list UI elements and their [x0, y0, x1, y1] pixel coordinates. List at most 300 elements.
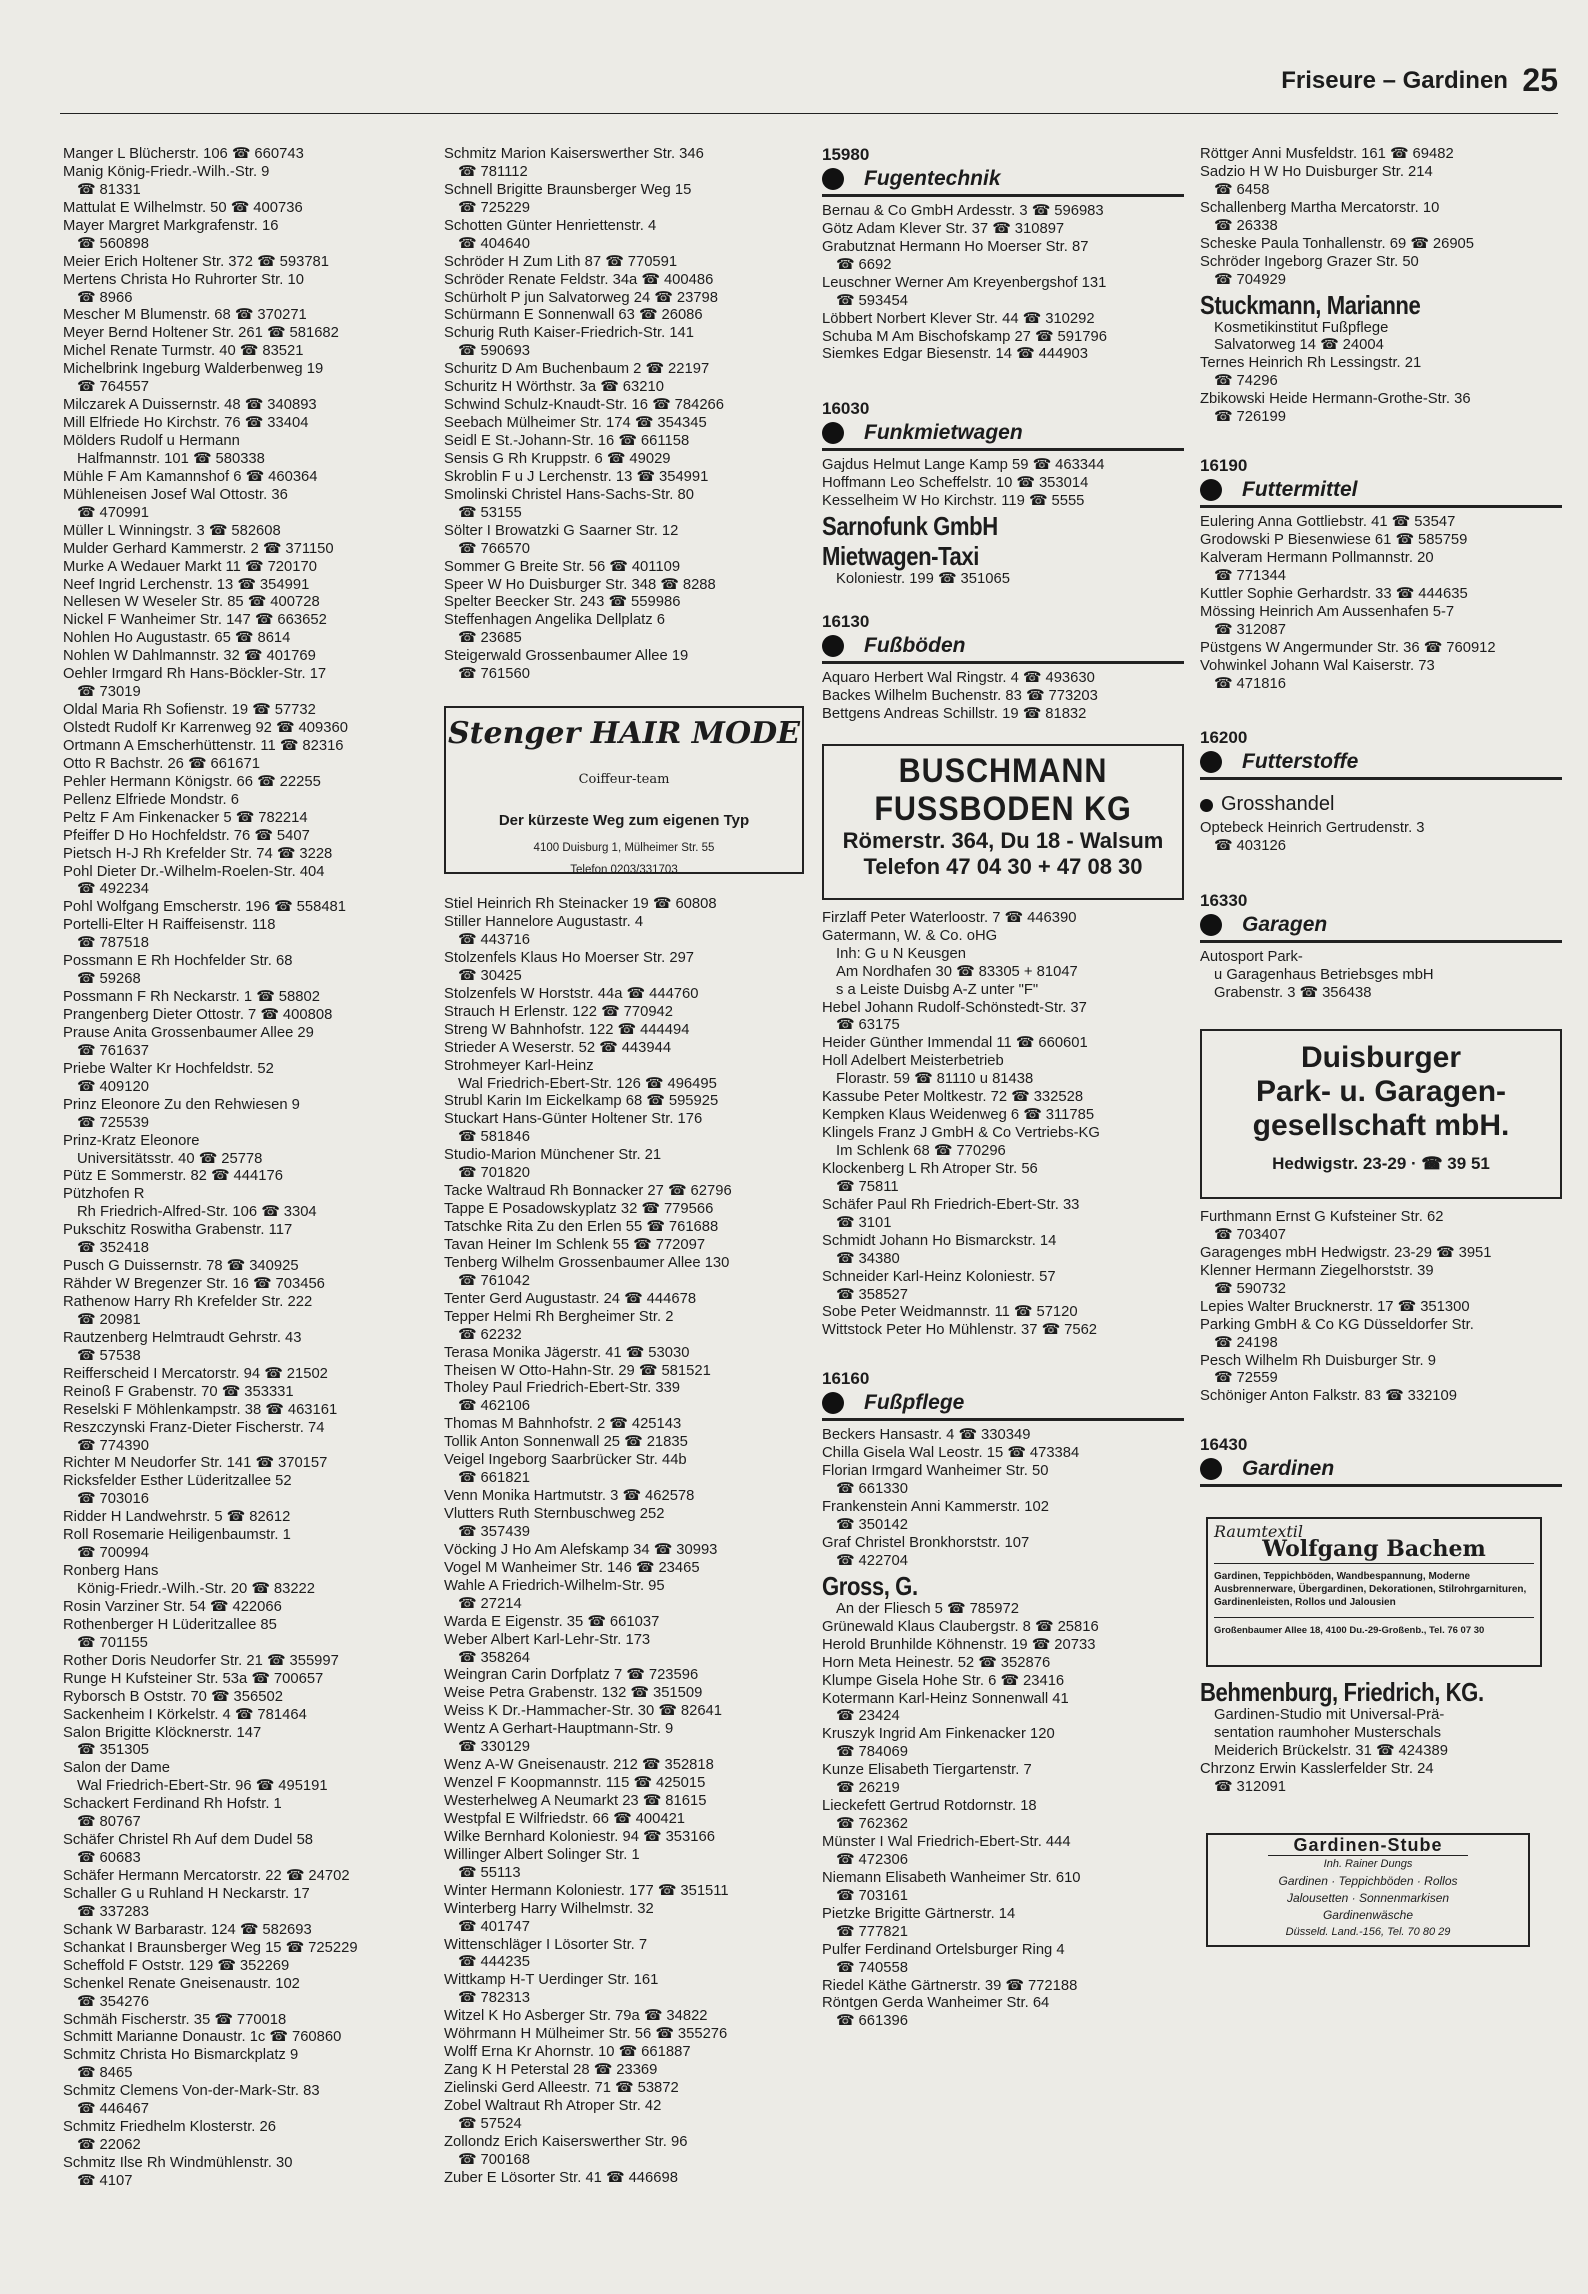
listing-line: Garagenges mbH Hedwigstr. 23-29 ☎ 3951 [1200, 1244, 1492, 1261]
listing-line: Studio-Marion Münchener Str. 21 [444, 1147, 662, 1164]
listing-line: ☎ 57538 [77, 1347, 141, 1364]
listing-line: Ryborsch B Oststr. 70 ☎ 356502 [63, 1688, 283, 1705]
stenger-logo [446, 714, 802, 800]
buschmann-name: BUSCHMANN [898, 751, 1108, 790]
listing-line: ☎ 446467 [77, 2101, 149, 2118]
listing-line: Schmitt Marianne Donaustr. 1c ☎ 760860 [63, 2029, 342, 2046]
bachem-products: Gardinen, Teppichböden, Wandbespannung, Moderne Ausbrennerware, Übergardinen, Dekorationen, Stilrohrgarnituren, Gardinenleisten, Rollos und Jalousien [1214, 1571, 1527, 1609]
listing-line: Westpfal E Wilfriedstr. 66 ☎ 400421 [444, 1810, 686, 1827]
listing-line: Schmitz Clemens Von-der-Mark-Str. 83 [63, 2083, 320, 2100]
listing-line: Manger L Blücherstr. 106 ☎ 660743 [63, 146, 304, 162]
listing-line: Im Schlenk 68 ☎ 770296 [836, 1143, 1006, 1160]
listing-line: Herold Brunhilde Köhnenstr. 19 ☎ 20733 [822, 1636, 1096, 1653]
listing-line: Olstedt Rudolf Kr Karrenweg 92 ☎ 409360 [63, 720, 348, 736]
listing-line: Ronberg Hans [63, 1563, 159, 1580]
buschmann-subtitle: FUSSBODEN KG [874, 789, 1132, 828]
listing-line: Weber Albert Karl-Lehr-Str. 173 [444, 1631, 651, 1648]
section-code: 16190 [1200, 456, 1248, 476]
category-heading [1200, 751, 1562, 780]
listing-line: Thomas M Bahnhofstr. 2 ☎ 425143 [444, 1416, 682, 1433]
listing-line: Prinz-Kratz Eleonore [63, 1132, 200, 1149]
listing-line: Reinoß F Grabenstr. 70 ☎ 353331 [63, 1383, 294, 1400]
listing-line: ☎ 23685 [458, 630, 522, 647]
listing-line: Furthmann Ernst G Kufsteiner Str. 62 [1200, 1209, 1444, 1226]
listing-line: Stolzenfels Klaus Ho Moerser Str. 297 [444, 949, 695, 966]
listing-line: Possmann F Rh Neckarstr. 1 ☎ 58802 [63, 989, 320, 1006]
listing-line: Wittkamp H-T Uerdinger Str. 161 [444, 1972, 659, 1989]
listing-line: Strubl Karin Im Eickelkamp 68 ☎ 595925 [444, 1093, 719, 1110]
listing-line: Oldal Maria Rh Sofienstr. 19 ☎ 57732 [63, 702, 316, 719]
listing-line: ☎ 782313 [458, 1990, 530, 2007]
listing-line: Grodowski P Biesenwiese 61 ☎ 585759 [1200, 532, 1468, 549]
listing-line: Klenner Hermann Ziegelhorststr. 39 [1200, 1262, 1434, 1279]
listing-line: Graf Christel Bronkhorststr. 107 [822, 1534, 1030, 1551]
listing-line: ☎ 80767 [77, 1814, 141, 1831]
listing-line: Tacke Waltraud Rh Bonnacker 27 ☎ 62796 [444, 1183, 732, 1200]
listing-line: ☎ 462106 [458, 1398, 530, 1415]
listing-line: ☎ 20981 [77, 1311, 141, 1328]
listing-line: Veigel Ingeborg Saarbrücker Str. 44b [444, 1452, 687, 1469]
listing-line: Schankat I Braunsberger Weg 15 ☎ 725229 [63, 1939, 358, 1956]
listing-line: ☎ 764557 [77, 379, 149, 396]
listing-line: Schenkel Renate Gneisenaustr. 102 [63, 1975, 300, 1992]
listing-line: König-Friedr.-Wilh.-Str. 20 ☎ 83222 [77, 1581, 316, 1597]
stenger-ad [444, 706, 804, 877]
column-3 [822, 146, 1184, 2031]
listing-line: Tepper Helmi Rh Bergheimer Str. 2 [444, 1308, 674, 1325]
listing-line: ☎ 762362 [836, 1816, 908, 1833]
listing-line: ☎ 492234 [77, 881, 149, 898]
listing-line: Prinz Eleonore Zu den Rehwiesen 9 [63, 1096, 300, 1113]
bachem-name: Wolfgang Bachem [1214, 1541, 1534, 1564]
listing-line: Optebeck Heinrich Gertrudenstr. 3 [1200, 820, 1425, 837]
listing-line: Backes Wilhelm Buchenstr. 83 ☎ 773203 [822, 687, 1098, 704]
duisburger-line2: Park- u. Garagen- [1255, 1075, 1507, 1109]
listing-line: ☎ 774390 [77, 1437, 149, 1454]
listing-line: ☎ 60683 [77, 1850, 141, 1867]
listing-line: Portelli-Elter H Raiffeisenstr. 118 [63, 917, 276, 934]
listing-line: Parking GmbH & Co KG Düsseldorfer Str. [1200, 1316, 1474, 1333]
sarnofunk-address: Koloniestr. 199 ☎ 351065 [836, 571, 1010, 588]
listing-line: Wittenschläger I Lösorter Str. 7 [444, 1936, 648, 1953]
listing-line: Zielinski Gerd Alleestr. 71 ☎ 53872 [444, 2080, 679, 2096]
listing-line: Florastr. 59 ☎ 81110 u 81438 [836, 1071, 1034, 1088]
listing-line: ☎ 777821 [836, 1923, 908, 1940]
stube-name: Gardinen-Stube [1268, 1837, 1468, 1856]
listing-line: Chilla Gisela Wal Leostr. 15 ☎ 473384 [822, 1445, 1080, 1462]
bullet-icon [1200, 479, 1222, 501]
listing-group [822, 1427, 1184, 1571]
stenger-logo-text: Stenger HAIR MODE [448, 716, 800, 752]
listing-line: Schackert Ferdinand Rh Hofstr. 1 [63, 1796, 282, 1813]
stuckmann-line2: Salvatorweg 14 ☎ 24004 [1214, 337, 1384, 354]
listing-line: ☎ 401747 [458, 1918, 530, 1935]
listing-line: Schank W Barbarastr. 124 ☎ 582693 [63, 1921, 312, 1938]
listing-line: ☎ 761637 [77, 1042, 149, 1059]
listing-line: ☎ 62232 [458, 1326, 522, 1343]
behmenburg-line1: Gardinen-Studio mit Universal-Prä- [1214, 1707, 1445, 1724]
listing-line: Schmitz Friedhelm Klosterstr. 26 [63, 2119, 276, 2136]
listing-line: Pietzke Brigitte Gärtnerstr. 14 [822, 1905, 1016, 1922]
listing-line: Rothenberger H Lüderitzallee 85 [63, 1616, 277, 1633]
listing-line: Tollik Anton Sonnenwall 25 ☎ 21835 [444, 1434, 688, 1451]
category-heading [822, 635, 1184, 664]
listing-line: Mühleneisen Josef Wal Ottostr. 36 [63, 486, 288, 503]
listing-line: Warda E Eigenstr. 35 ☎ 661037 [444, 1613, 660, 1630]
listing-line: Schmidt Johann Ho Bismarckstr. 14 [822, 1232, 1057, 1249]
listing-line: Mölders Rudolf u Hermann [63, 433, 240, 449]
listing-line: ☎ 57524 [458, 2115, 522, 2132]
gross-address: An der Fliesch 5 ☎ 785972 [836, 1600, 1019, 1617]
listing-group [822, 910, 1184, 1341]
listing-line: Rathenow Harry Rh Krefelder Str. 222 [63, 1294, 313, 1310]
listing-line: Stolzenfels W Horststr. 44a ☎ 444760 [444, 985, 699, 1002]
listing-line: ☎ 30425 [458, 967, 522, 984]
listing-line: Venn Monika Hartmutstr. 3 ☎ 462578 [444, 1488, 695, 1505]
listing-line: Otto R Bachstr. 26 ☎ 661671 [63, 755, 260, 772]
listing-line: Nellesen W Weseler Str. 85 ☎ 400728 [63, 594, 320, 611]
listing-line: Bernau & Co GmbH Ardesstr. 3 ☎ 596983 [822, 202, 1104, 219]
category-name: Funkmietwagen [864, 421, 1023, 445]
listing-line: ☎ 784069 [836, 1744, 908, 1761]
listing-line: ☎ 22062 [77, 2137, 141, 2154]
listing-line: Peltz F Am Finkenacker 5 ☎ 782214 [63, 809, 308, 826]
bullet-icon [822, 168, 844, 190]
listing-line: Siemkes Edgar Biesenstr. 14 ☎ 444903 [822, 346, 1089, 363]
listing-line: Runge H Kufsteiner Str. 53a ☎ 700657 [63, 1670, 324, 1687]
listing-line: ☎ 24198 [1214, 1334, 1278, 1351]
listing-line: ☎ 701155 [77, 1634, 148, 1651]
listing-line: Leuschner Werner Am Kreyenbergshof 131 [822, 274, 1107, 291]
listing-line: ☎ 403126 [1214, 838, 1286, 855]
listing-line: Universitätsstr. 40 ☎ 25778 [77, 1150, 263, 1167]
bullet-icon [822, 1392, 844, 1414]
listing-line: ☎ 337283 [77, 1903, 149, 1920]
listing-line: ☎ 352418 [77, 1240, 149, 1257]
listing-line: Pusch G Duissernstr. 78 ☎ 340925 [63, 1258, 299, 1275]
listing-line: Reifferscheid I Mercatorstr. 94 ☎ 21502 [63, 1365, 328, 1382]
listing-line: Mattulat E Wilhelmstr. 50 ☎ 400736 [63, 199, 303, 216]
listing-line: Riedel Käthe Gärtnerstr. 39 ☎ 772188 [822, 1977, 1078, 1994]
listing-line: Wilke Bernhard Koloniestr. 94 ☎ 353166 [444, 1828, 715, 1845]
listing-line: ☎ 357439 [458, 1523, 530, 1540]
listing-line: Possmann E Rh Hochfelder Str. 68 [63, 953, 293, 970]
section-code: 16030 [822, 399, 870, 419]
section-code: 16130 [822, 612, 870, 632]
listing-line: ☎ 700168 [458, 2151, 530, 2168]
listing-line: Stiel Heinrich Rh Steinacker 19 ☎ 60808 [444, 896, 717, 913]
listing-line: Inh: G u N Keusgen [836, 945, 966, 962]
listing-line: Pietsch H-J Rh Krefelder Str. 74 ☎ 3228 [63, 845, 333, 862]
listing-line: Witzel K Ho Asberger Str. 79a ☎ 34822 [444, 2008, 708, 2025]
category-name: Fußböden [864, 634, 966, 658]
stenger-slogan: Der kürzeste Weg zum eigenen Typ [498, 812, 750, 830]
section-code: 15980 [822, 146, 870, 164]
listing-line: ☎ 23424 [836, 1708, 900, 1725]
listing-group [822, 203, 1184, 364]
listing-line: Wahle A Friedrich-Wilhelm-Str. 95 [444, 1577, 665, 1594]
listing-line: Hoffmann Leo Scheffelstr. 10 ☎ 353014 [822, 475, 1089, 492]
listing-line: Aquaro Herbert Wal Ringstr. 4 ☎ 493630 [822, 670, 1095, 687]
header-rule [60, 113, 1558, 114]
listing-line: Nohlen W Dahlmannstr. 32 ☎ 401769 [63, 648, 316, 665]
listing-line: Schäfer Hermann Mercatorstr. 22 ☎ 24702 [63, 1868, 350, 1884]
listing-line: ☎ 6458 [1214, 181, 1270, 198]
listing-line: Mayer Margret Markgrafenstr. 16 [63, 217, 279, 234]
listing-group [822, 1619, 1184, 2032]
listing-line: Gajdus Helmut Lange Kamp 59 ☎ 463344 [822, 457, 1105, 474]
listing-line: Wal Friedrich-Ebert-Str. 96 ☎ 495191 [77, 1778, 328, 1795]
listing-line: Meier Erich Holtener Str. 372 ☎ 593781 [63, 253, 330, 270]
listing-line: Gatermann, W. & Co. oHG [822, 927, 998, 944]
listing-line: Schotten Günter Henriettenstr. 4 [444, 217, 657, 234]
listing-line: ☎ 560898 [77, 235, 149, 252]
listing-line: Steffenhagen Angelika Dellplatz 6 [444, 612, 666, 629]
section-code: 16330 [1200, 891, 1248, 911]
listing-line: ☎ 661330 [836, 1481, 908, 1498]
listing-line: Götz Adam Klever Str. 37 ☎ 310897 [822, 220, 1065, 237]
listing-line: Terasa Monika Jägerstr. 41 ☎ 53030 [444, 1344, 690, 1361]
listing-line: Mulder Gerhard Kammerstr. 2 ☎ 371150 [63, 540, 334, 557]
listing-line: ☎ 740558 [836, 1959, 908, 1976]
listing-line: Strieder A Weserstr. 52 ☎ 443944 [444, 1039, 672, 1056]
listing-line: Pulfer Ferdinand Ortelsburger Ring 4 [822, 1941, 1065, 1958]
listing-line: ☎ 761042 [458, 1272, 530, 1289]
listing-line: Speer W Ho Duisburger Str. 348 ☎ 8288 [444, 576, 716, 593]
listing-line: Neef Ingrid Lerchenstr. 13 ☎ 354991 [63, 576, 310, 593]
bullet-icon [1200, 1458, 1222, 1480]
listing-line: Hebel Johann Rudolf-Schönstedt-Str. 37 [822, 999, 1087, 1016]
listing-line: u Garagenhaus Betriebsges mbH [1214, 967, 1434, 984]
listing-line: ☎ 422704 [836, 1552, 908, 1569]
listing-line: Richter M Neudorfer Str. 141 ☎ 370157 [63, 1455, 328, 1472]
listing-line: Tholey Paul Friedrich-Ebert-Str. 339 [444, 1380, 681, 1397]
listing-line: Kruszyk Ingrid Am Finkenacker 120 [822, 1726, 1055, 1743]
listing-line: Zbikowski Heide Hermann-Grothe-Str. 36 [1200, 391, 1471, 408]
listing-line: ☎ 4107 [77, 2172, 133, 2189]
listing-line: Röttger Anni Musfeldstr. 161 ☎ 69482 [1200, 146, 1454, 162]
listing-line: Salon der Dame [63, 1760, 170, 1777]
listing-line: Reszczynski Franz-Dieter Fischerstr. 74 [63, 1419, 325, 1436]
listing-line: Ortmann A Emscherhüttenstr. 11 ☎ 82316 [63, 737, 344, 754]
listing-line: Weiss K Dr.-Hammacher-Str. 30 ☎ 82641 [444, 1703, 723, 1720]
listing-line: Rautzenberg Helmtraudt Gehrstr. 43 [63, 1329, 302, 1346]
category-heading [1200, 479, 1562, 508]
stuckmann-line1: Kosmetikinstitut Fußpflege [1214, 319, 1389, 336]
listing-line: ☎ 703161 [836, 1887, 908, 1904]
listing-line: Tappe E Posadowskyplatz 32 ☎ 779566 [444, 1201, 714, 1218]
gardinen-stube-ad [1206, 1833, 1530, 1947]
listing-line: ☎ 590693 [458, 343, 530, 360]
bachem-ad [1206, 1517, 1542, 1667]
listing-line: ☎ 26219 [836, 1780, 900, 1797]
listing-line: Wal Friedrich-Ebert-Str. 126 ☎ 496495 [458, 1075, 717, 1092]
listing-line: ☎ 26338 [1214, 217, 1278, 234]
listing-line: ☎ 8465 [77, 2065, 133, 2082]
listing-line: ☎ 6692 [836, 256, 892, 273]
listing-line: Oehler Irmgard Rh Hans-Böckler-Str. 17 [63, 666, 327, 683]
listing-line: ☎ 725229 [458, 199, 530, 216]
listing-line: Tavan Heiner Im Schlenk 55 ☎ 772097 [444, 1236, 706, 1253]
listing-group [444, 146, 804, 684]
column-1 [63, 146, 435, 2191]
listing-line: Willinger Albert Solinger Str. 1 [444, 1846, 640, 1863]
listing-line: Pohl Dieter Dr.-Wilhelm-Roelen-Str. 404 [63, 863, 325, 880]
listing-line: ☎ 704929 [1214, 271, 1286, 288]
listing-line: ☎ 701820 [458, 1165, 530, 1182]
listing-line: ☎ 761560 [458, 666, 530, 683]
listing-line: Sackenheim I Körkelstr. 4 ☎ 781464 [63, 1706, 307, 1723]
listing-line: Zobel Waltraut Rh Atroper Str. 42 [444, 2097, 662, 2114]
listing-line: Pellenz Elfriede Mondstr. 6 [63, 791, 240, 808]
listing-group [822, 670, 1184, 724]
buschmann-ad [822, 744, 1184, 900]
listing-line: Pützhofen R [63, 1186, 145, 1203]
listing-line: Beckers Hansastr. 4 ☎ 330349 [822, 1427, 1031, 1444]
bachem-address: Großenbaumer Allee 18, 4100 Du.-29-Großenb., Tel. 76 07 30 [1214, 1617, 1534, 1640]
listing-line: Scheffold F Oststr. 129 ☎ 352269 [63, 1957, 290, 1974]
listing-line: ☎ 74296 [1214, 373, 1278, 390]
bullet-icon [822, 635, 844, 657]
section-code: 16200 [1200, 728, 1248, 748]
listing-group [63, 146, 435, 2191]
listing-group [1200, 355, 1562, 427]
listing-line: Pesch Wilhelm Rh Duisburger Str. 9 [1200, 1352, 1437, 1369]
listing-line: Zollondz Erich Kaiserswerther Str. 96 [444, 2133, 688, 2150]
listing-line: Kesselheim W Ho Kirchstr. 119 ☎ 5555 [822, 493, 1085, 510]
listing-line: Schurig Ruth Kaiser-Friedrich-Str. 141 [444, 325, 695, 342]
bullet-icon [1200, 751, 1222, 773]
listing-line: Schaller G u Ruhland H Neckarstr. 17 [63, 1885, 310, 1902]
listing-group [1200, 146, 1562, 290]
listing-line: Steigerwald Grossenbaumer Allee 19 [444, 648, 689, 665]
listing-line: Am Nordhafen 30 ☎ 83305 + 81047 [836, 963, 1078, 980]
listing-line: Schneider Karl-Heinz Koloniestr. 57 [822, 1268, 1056, 1285]
duisburger-line1: Duisburger [1300, 1041, 1462, 1075]
listing-line: ☎ 358264 [458, 1649, 530, 1666]
listing-line: Kalveram Hermann Pollmannstr. 20 [1200, 549, 1434, 566]
listing-line: ☎ 55113 [458, 1864, 521, 1881]
listing-line: Manig König-Friedr.-Wilh.-Str. 9 [63, 163, 270, 180]
listing-group [1200, 1209, 1562, 1406]
page-header-title [1281, 62, 1558, 99]
listing-line: ☎ 726199 [1214, 409, 1286, 426]
listing-line: Schallenberg Martha Mercatorstr. 10 [1200, 199, 1440, 216]
listing-line: Stiller Hannelore Augustastr. 4 [444, 914, 644, 931]
listing-line: ☎ 354276 [77, 1993, 149, 2010]
listing-line: Wenzel F Koopmannstr. 115 ☎ 425015 [444, 1775, 706, 1792]
listing-line: Püstgens W Angermunder Str. 36 ☎ 760912 [1200, 639, 1496, 656]
listing-line: ☎ 472306 [836, 1851, 908, 1868]
listing-line: ☎ 781112 [458, 163, 528, 180]
listing-line: Klingels Franz J GmbH & Co Vertriebs-KG [822, 1125, 1100, 1142]
listing-line: ☎ 358527 [836, 1286, 908, 1303]
bullet-icon [1200, 914, 1222, 936]
listing-line: Pohl Wolfgang Emscherstr. 196 ☎ 558481 [63, 899, 347, 916]
category-heading [822, 1392, 1184, 1421]
listing-line: Röntgen Gerda Wanheimer Str. 64 [822, 1995, 1050, 2012]
listing-line: Kuttler Sophie Gerhardstr. 33 ☎ 444635 [1200, 585, 1468, 602]
category-heading [1200, 914, 1562, 943]
listing-line: Schäfer Christel Rh Auf dem Dudel 58 [63, 1832, 314, 1849]
listing-line: ☎ 63175 [836, 1017, 900, 1034]
listing-line: Strohmeyer Karl-Heinz [444, 1057, 594, 1074]
listing-line: ☎ 404640 [458, 235, 530, 252]
buschmann-address: Römerstr. 364, Du 18 - Walsum [842, 827, 1164, 853]
listing-line: Theisen W Otto-Hahn-Str. 29 ☎ 581521 [444, 1362, 711, 1379]
listing-line: Ricksfelder Esther Lüderitzallee 52 [63, 1473, 292, 1490]
listing-line: ☎ 81331 [77, 181, 141, 198]
listing-line: Klumpe Gisela Hohe Str. 6 ☎ 23416 [822, 1672, 1065, 1689]
stube-line3: Gardinenwäsche [1322, 1907, 1414, 1922]
listing-line: Schürmann E Sonnenwall 63 ☎ 26086 [444, 307, 703, 324]
listing-line: ☎ 8966 [77, 289, 133, 306]
listing-line: Priebe Walter Kr Hochfeldstr. 52 [63, 1060, 274, 1077]
listing-line: ☎ 771344 [1214, 567, 1286, 584]
listing-line: Kempken Klaus Weidenweg 6 ☎ 311785 [822, 1107, 1095, 1124]
listing-line: Schröder H Zum Lith 87 ☎ 770591 [444, 253, 678, 270]
stube-owner: Inh. Rainer Dungs [1323, 1857, 1413, 1870]
listing-line: Sensis G Rh Kruppstr. 6 ☎ 49029 [444, 450, 671, 467]
listing-line: ☎ 75811 [836, 1178, 899, 1195]
listing-line: Pütz E Sommerstr. 82 ☎ 444176 [63, 1168, 283, 1185]
listing-line: Schuba M Am Bischofskamp 27 ☎ 591796 [822, 328, 1107, 345]
listing-line: Frankenstein Anni Kammerstr. 102 [822, 1499, 1049, 1516]
listing-line: Ridder H Landwehrstr. 5 ☎ 82612 [63, 1509, 291, 1526]
listing-line: Pfeiffer D Ho Hochfeldstr. 76 ☎ 5407 [63, 827, 310, 844]
column-2 [444, 146, 804, 2188]
listing-line: Chrzonz Erwin Kasslerfelder Str. 24 [1200, 1761, 1434, 1778]
listing-line: Rosin Varziner Str. 54 ☎ 422066 [63, 1598, 282, 1615]
listing-line: Milczarek A Duissernstr. 48 ☎ 340893 [63, 397, 317, 414]
listing-line: ☎ 53155 [458, 504, 522, 521]
listing-group [1200, 1761, 1562, 1797]
listing-line: Rother Doris Neudorfer Str. 21 ☎ 355997 [63, 1652, 339, 1669]
listing-line: Grabutznat Hermann Ho Moerser Str. 87 [822, 238, 1089, 255]
listing-line: Tatschke Rita Zu den Erlen 55 ☎ 761688 [444, 1219, 719, 1235]
listing-line: Kassube Peter Moltkestr. 72 ☎ 332528 [822, 1089, 1084, 1106]
listing-line: ☎ 330129 [458, 1739, 530, 1756]
listing-line: Münster I Wal Friedrich-Ebert-Str. 444 [822, 1834, 1071, 1850]
category-name: Gardinen [1242, 1457, 1335, 1481]
listing-line: Müller L Winningstr. 3 ☎ 582608 [63, 522, 281, 539]
listing-line: Strauch H Erlenstr. 122 ☎ 770942 [444, 1003, 674, 1020]
listing-line: Prangenberg Dieter Ottostr. 7 ☎ 400808 [63, 1007, 333, 1023]
bullet-icon [1200, 799, 1213, 812]
category-heading [822, 422, 1184, 451]
listing-line: ☎ 312091 [1214, 1779, 1286, 1796]
stube-line2: Jalousetten · Sonnenmarkisen [1286, 1890, 1450, 1905]
listing-line: Grabenstr. 3 ☎ 356438 [1214, 985, 1372, 1002]
listing-line: Ternes Heinrich Rh Lessingstr. 21 [1200, 355, 1422, 372]
listing-line: Sölter I Browatzki G Saarner Str. 12 [444, 522, 679, 539]
listing-line: ☎ 661821 [458, 1470, 530, 1487]
listing-line: Schöniger Anton Falkstr. 83 ☎ 332109 [1200, 1388, 1457, 1405]
listing-line: Rähder W Bregenzer Str. 16 ☎ 703456 [63, 1276, 325, 1293]
buschmann-phone: Telefon 47 04 30 + 47 08 30 [863, 853, 1143, 879]
listing-line: Sommer G Breite Str. 56 ☎ 401109 [444, 558, 681, 575]
category-name: Futtermittel [1242, 478, 1358, 502]
listing-group [1200, 949, 1562, 1003]
listing-line: Weise Petra Grabenstr. 132 ☎ 351509 [444, 1685, 703, 1702]
listing-line: ☎ 581846 [458, 1129, 530, 1146]
listing-line: Niemann Elisabeth Wanheimer Str. 610 [822, 1869, 1081, 1886]
listing-line: ☎ 73019 [77, 684, 141, 701]
listing-line: Meyer Bernd Holtener Str. 261 ☎ 581682 [63, 325, 339, 342]
listing-line: s a Leiste Duisbg A-Z unter "F" [836, 981, 1039, 998]
listing-line: Streng W Bahnhofstr. 122 ☎ 444494 [444, 1021, 690, 1038]
duisburger-address: Hedwigstr. 23-29 · ☎ 39 51 [1272, 1154, 1490, 1174]
